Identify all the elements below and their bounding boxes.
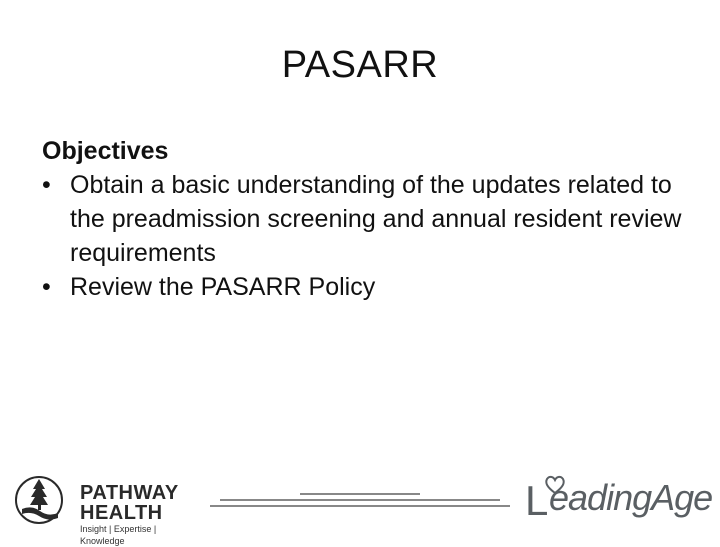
objectives-heading: Objectives — [42, 137, 169, 165]
slide-title: PASARR — [281, 44, 439, 86]
bullet-text: Review the PASARR Policy — [70, 273, 376, 301]
tree-river-icon — [14, 469, 66, 531]
logo-line-2: HEALTH — [80, 502, 163, 524]
logo-tagline: Insight | Expertise | Knowledge — [80, 524, 157, 546]
logo-initial: L — [525, 477, 549, 524]
logo-line-1: PATHWAY — [80, 482, 179, 504]
pathway-health-wordmark — [80, 483, 184, 547]
pathway-health-logo — [14, 469, 184, 546]
footer-fine-print — [210, 492, 510, 514]
bullet-marker: • — [42, 273, 51, 301]
objectives-list — [42, 168, 692, 304]
bullet-marker: • — [42, 171, 51, 199]
list-item — [42, 270, 692, 304]
logo-wordmark: eadingAge — [549, 477, 713, 518]
bullet-text: Obtain a basic understanding of the updates related to the preadmission screening and annual resident review requirements — [70, 171, 682, 267]
slide-footer — [0, 465, 720, 546]
leadingage-logo — [525, 475, 713, 525]
list-item — [42, 168, 692, 270]
slide-body — [42, 134, 692, 304]
